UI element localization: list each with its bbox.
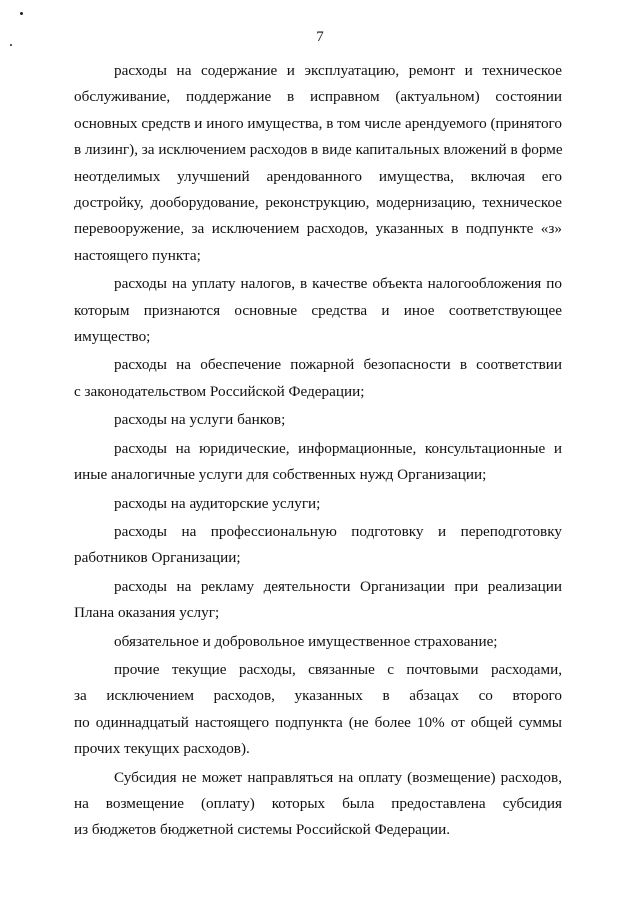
paragraph-line: расходы на уплату налогов, в качестве объекта налогообложения по [114,275,562,293]
paragraph-line: которым признаются основные средства и иное соответствующее [74,301,562,319]
paragraph [74,657,562,763]
scan-speck [20,12,23,15]
paragraph-line: расходы на услуги банков; [114,411,286,429]
paragraph-line: расходы на рекламу деятельности Организации при реализации [114,577,562,595]
paragraph-line: из бюджетов бюджетной системы Российской Федерации. [74,821,451,839]
paragraph-line: иные аналогичные услуги для собственных нужд Организации; [74,466,487,484]
paragraph [74,629,562,655]
paragraph-line: расходы на профессиональную подготовку и переподготовку [114,522,562,540]
paragraph-line: на возмещение (оплату) которых была предоставлена субсидия [74,794,562,812]
paragraph [74,519,562,572]
paragraph [74,491,562,517]
document-body [74,58,562,846]
paragraph [74,271,562,350]
paragraph-line: расходы на обеспечение пожарной безопасности в соответствии [114,356,562,374]
paragraph-line: основных средств и иного имущества, в том числе арендуемого (принятого [74,114,562,132]
paragraph-line: работников Организации; [74,549,241,567]
paragraph-line: расходы на аудиторские услуги; [114,494,321,512]
paragraph-line: расходы на юридические, информационные, консультационные и [114,439,562,457]
paragraph-line: расходы на содержание и эксплуатацию, ремонт и техническое [114,62,562,79]
page-number: 7 [316,29,324,45]
paragraph-line: перевооружение, за исключением расходов, указанных в подпункте «з» [74,220,562,238]
paragraph-line: прочие текущие расходы, связанные с почтовыми расходами, [114,660,562,678]
paragraph-line: с законодательством Российской Федерации; [74,382,365,400]
paragraph-line: обязательное и добровольное имущественное страхование; [114,632,498,650]
paragraph-line: по одиннадцатый настоящего подпункта (не более 10% от общей суммы [74,713,562,731]
paragraph [74,58,562,269]
paragraph-line: Плана оказания услуг; [74,604,220,622]
paragraph-line: Субсидия не может направляться на оплату (возмещение) расходов, [114,768,562,786]
paragraph-line: в лизинг), за исключением расходов в виде капитальных вложений в форме [74,141,563,159]
paragraph-line: имущество; [74,328,151,346]
paragraph-line: достройку, дооборудование, реконструкцию, модернизацию, техническое [74,194,562,212]
paragraph-line: обслуживание, поддержание в исправном (актуальном) состоянии [74,88,562,106]
paragraph [74,352,562,405]
paragraph [74,407,562,433]
paragraph [74,436,562,489]
paragraph [74,765,562,844]
paragraph [74,574,562,627]
paragraph-line: за исключением расходов, указанных в абзацах со второго [74,687,562,705]
paragraph-line: прочих текущих расходов). [74,740,250,758]
paragraph-line: настоящего пункта; [74,246,201,264]
paragraph-line: неотделимых улучшений арендованного имущества, включая его [74,167,562,185]
